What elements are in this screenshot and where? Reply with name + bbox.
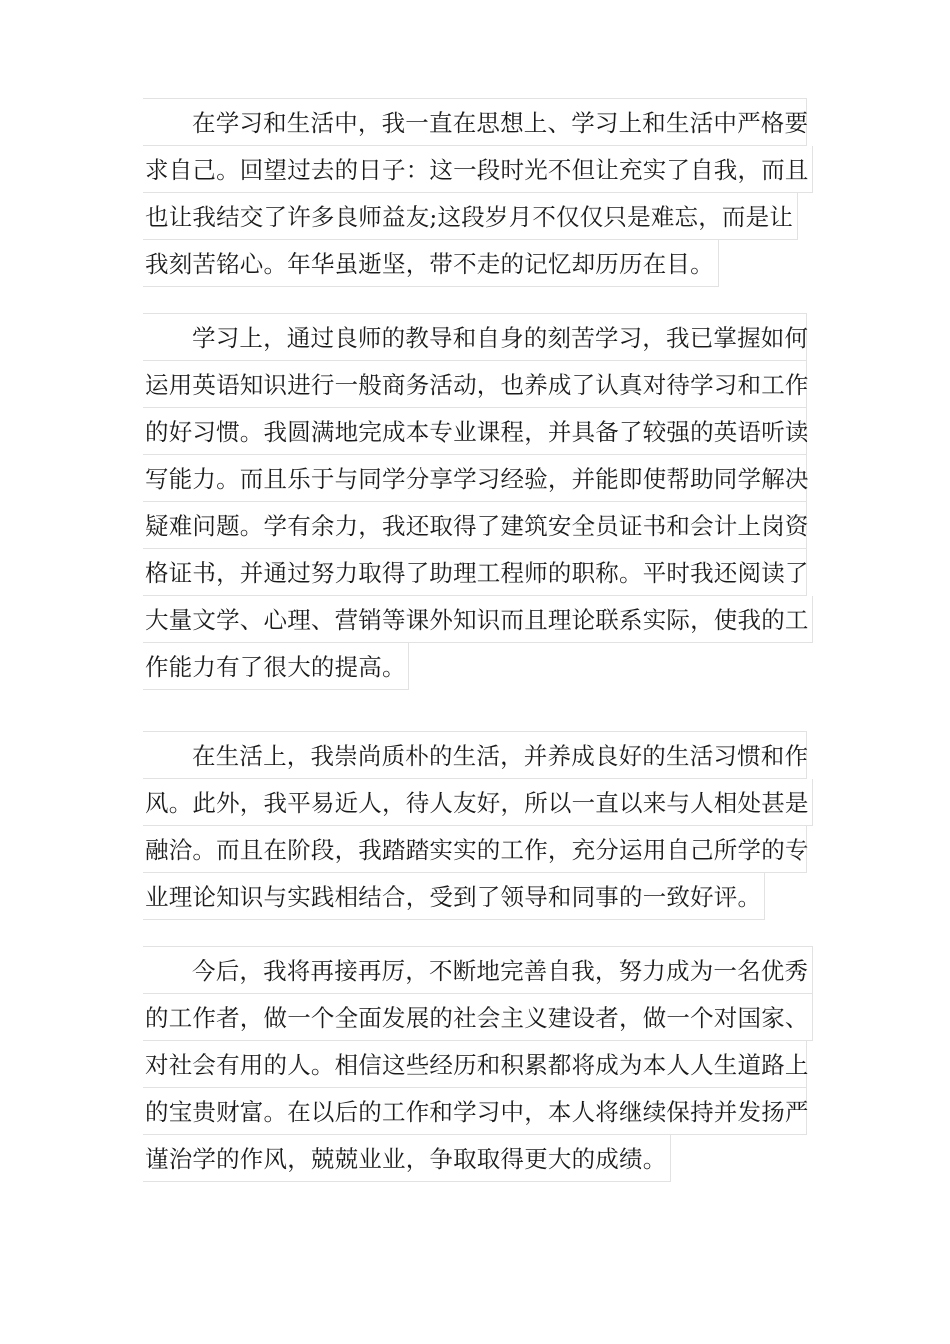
paragraph-line: 的宝贵财富。在以后的工作和学习中，本人将继续保持并发扬严: [143, 1088, 807, 1135]
paragraph-line: 也让我结交了许多良师益友;这段岁月不仅仅只是难忘，而是让: [143, 193, 798, 240]
paragraph-line: 的工作者，做一个全面发展的社会主义建设者，做一个对国家、: [143, 994, 813, 1041]
paragraph-line: 学习上，通过良师的教导和自身的刻苦学习，我已掌握如何: [143, 313, 807, 361]
paragraph-1: [143, 98, 813, 287]
paragraph-line: 运用英语知识进行一般商务活动，也养成了认真对待学习和工作: [143, 361, 807, 408]
paragraph-line: 求自己。回望过去的日子：这一段时光不但让充实了自我，而且: [143, 146, 813, 193]
paragraph-line: 今后，我将再接再厉，不断地完善自我，努力成为一名优秀: [143, 946, 813, 994]
paragraph-line: 作能力有了很大的提高。: [143, 643, 409, 690]
paragraph-line: 在学习和生活中，我一直在思想上、学习上和生活中严格要: [143, 98, 807, 146]
paragraph-line: 对社会有用的人。相信这些经历和积累都将成为本人人生道路上: [143, 1041, 807, 1088]
paragraph-line: 的好习惯。我圆满地完成本专业课程，并具备了较强的英语听读: [143, 408, 807, 455]
paragraph-line: 业理论知识与实践相结合，受到了领导和同事的一致好评。: [143, 873, 765, 920]
paragraph-line: 疑难问题。学有余力，我还取得了建筑安全员证书和会计上岗资: [143, 502, 807, 549]
paragraph-line: 写能力。而且乐于与同学分享学习经验，并能即使帮助同学解决: [143, 455, 807, 502]
paragraph-line: 在生活上，我崇尚质朴的生活，并养成良好的生活习惯和作: [143, 731, 807, 779]
paragraph-line: 谨治学的作风，兢兢业业，争取取得更大的成绩。: [143, 1135, 671, 1182]
paragraph-line: 风。此外，我平易近人，待人友好，所以一直以来与人相处甚是: [143, 779, 813, 826]
paragraph-3: [143, 731, 813, 920]
paragraph-line: 大量文学、心理、营销等课外知识而且理论联系实际，使我的工: [143, 596, 813, 643]
paragraph-2: [143, 313, 813, 690]
paragraph-line: 我刻苦铭心。年华虽逝坚，带不走的记忆却历历在目。: [143, 240, 719, 287]
paragraph-line: 格证书，并通过努力取得了助理工程师的职称。平时我还阅读了: [143, 549, 807, 596]
paragraph-4: [143, 946, 813, 1182]
paragraph-line: 融洽。而且在阶段，我踏踏实实的工作，充分运用自己所学的专: [143, 826, 807, 873]
